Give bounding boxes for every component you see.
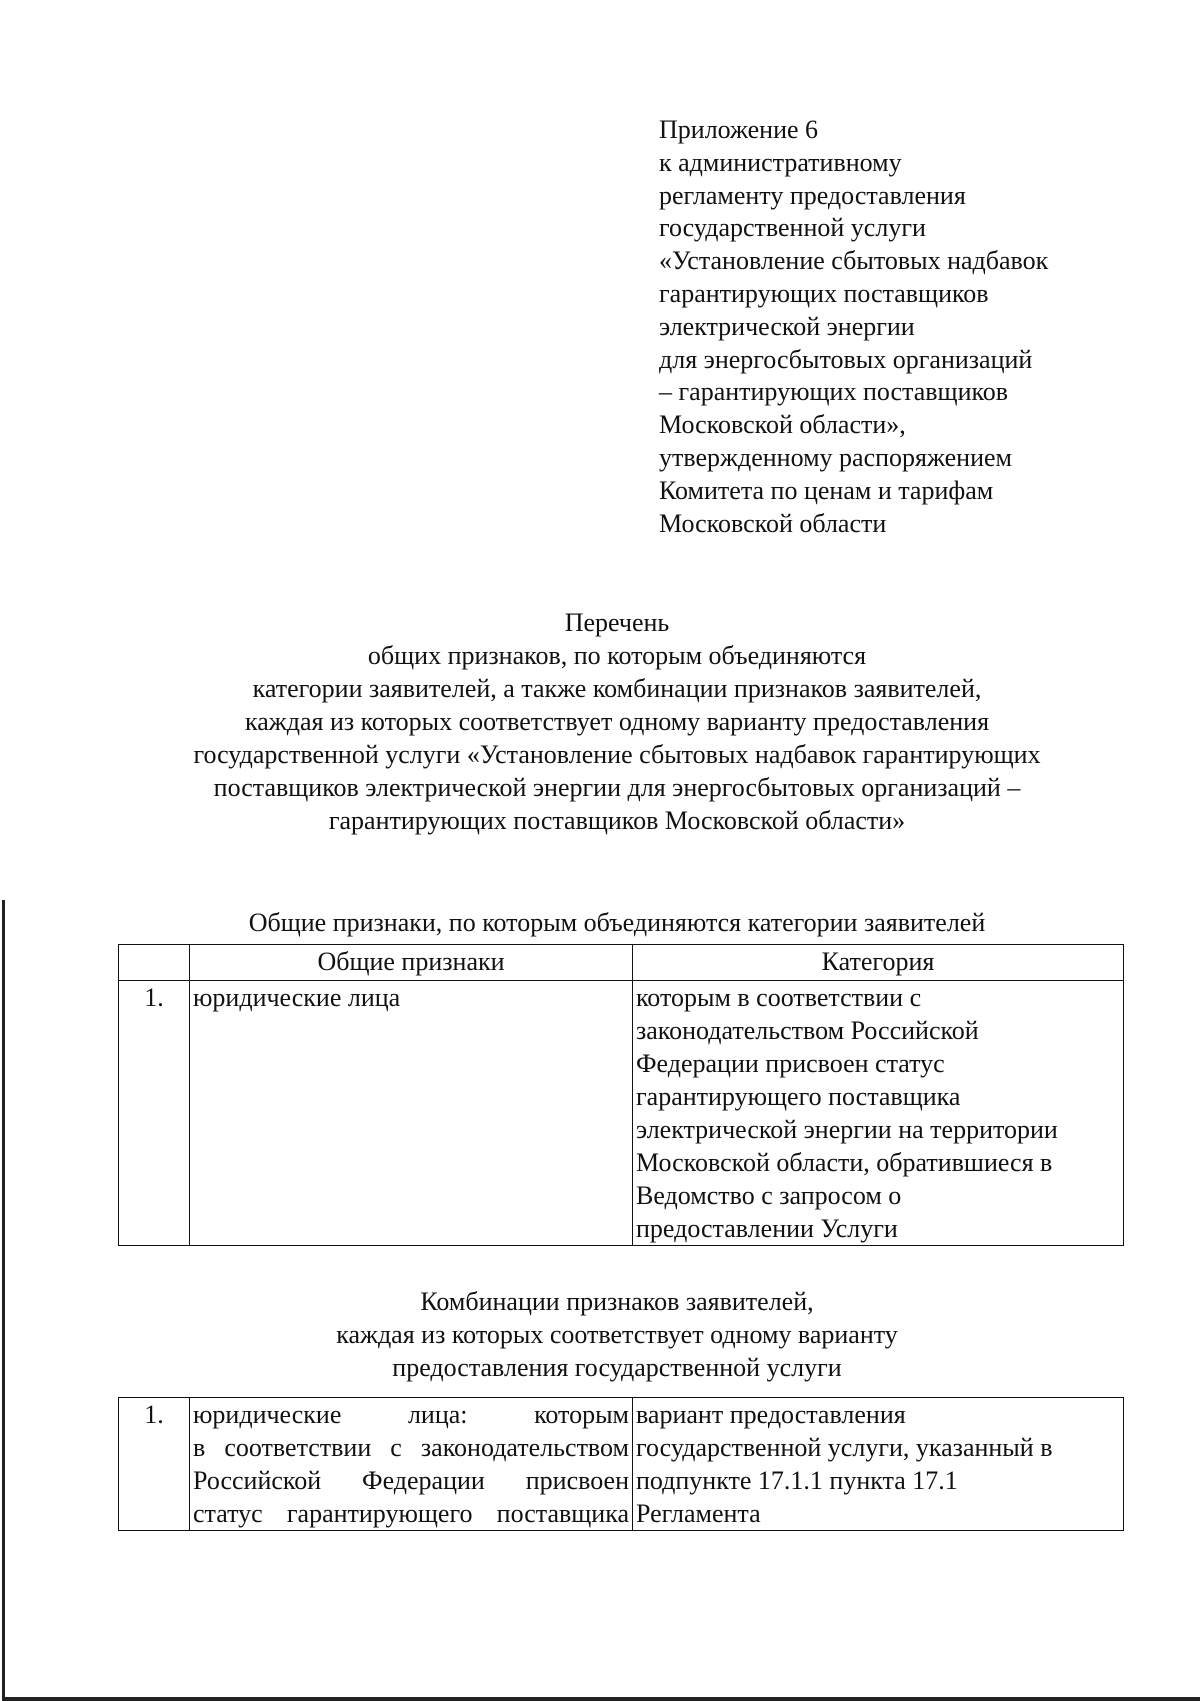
category-line: электрической энергии на территории (636, 1115, 1058, 1144)
appendix-line: Приложение 6 (659, 115, 819, 144)
row-category (633, 981, 1124, 1246)
category-line: гарантирующего поставщика (636, 1082, 961, 1111)
variant-line: Регламента (636, 1499, 761, 1528)
appendix-line: к административному (659, 147, 902, 177)
title-line: Перечень (564, 608, 670, 637)
table-row (119, 981, 1124, 1246)
category-line: Федерации присвоен статус (636, 1049, 945, 1078)
title-line: категории заявителей, а также комбинации признаков заявителей, (252, 674, 982, 703)
variant-line: вариант предоставления (636, 1400, 906, 1429)
general-table-caption: Общие признаки, по которым объединяются категории заявителей (248, 908, 986, 937)
appendix-line: Комитета по ценам и тарифам (659, 475, 994, 505)
combinations-title-line: каждая из которых соответствует одному варианту (336, 1320, 898, 1349)
title-line: государственной услуги «Установление сбытовых надбавок гарантирующих (193, 740, 1041, 769)
row-general-sign: юридические лица (190, 981, 633, 1246)
variant-line: подпункте 17.1.1 пункта 17.1 (636, 1466, 958, 1495)
combinations-title-line: предоставления государственной услуги (392, 1353, 842, 1382)
title-line: каждая из которых соответствует одному варианту предоставления (244, 707, 990, 736)
category-line: которым в соответствии с (636, 983, 922, 1012)
appendix-line: электрической энергии (659, 311, 915, 341)
appendix-line: гарантирующих поставщиков (659, 278, 989, 308)
appendix-line: – гарантирующих поставщиков (659, 377, 1009, 407)
combination-sign-line: Российской Федерации присвоен (193, 1466, 629, 1495)
appendix-line: государственной услуги (659, 213, 926, 243)
row-variant (633, 1398, 1124, 1531)
category-line: Московской области, обратившиеся в (636, 1148, 1053, 1177)
row-number: 1. (119, 981, 190, 1246)
variant-line: государственной услуги, указанный в (636, 1433, 1053, 1462)
combination-sign-line: статус гарантирующего поставщика (193, 1499, 629, 1528)
combination-sign-line: юридические лица: которым (193, 1400, 629, 1429)
appendix-line: «Установление сбытовых надбавок (659, 246, 1049, 276)
header-general-signs: Общие признаки (190, 945, 633, 981)
combinations-title (0, 1285, 1200, 1384)
category-line: Ведомство с запросом о (636, 1181, 902, 1210)
category-line: законодательством Российской (636, 1016, 979, 1045)
combination-sign-line: в соответствии с законодательством (193, 1433, 629, 1462)
appendix-line: для энергосбытовых организаций (659, 344, 1033, 374)
table-row (119, 1398, 1124, 1531)
appendix-line: Московской области (659, 508, 887, 538)
title-line: общих признаков, по которым объединяются (367, 641, 867, 670)
appendix-line: утвержденному распоряжением (659, 442, 1012, 472)
combinations-title-line: Комбинации признаков заявителей, (420, 1287, 814, 1316)
general-signs-table (118, 944, 1124, 1246)
row-combination-signs (190, 1398, 633, 1531)
document-title (0, 606, 1200, 837)
appendix-line: регламенту предоставления (659, 180, 966, 210)
appendix-header (659, 114, 1048, 540)
category-line: предоставлении Услуги (636, 1214, 898, 1243)
header-category: Категория (633, 945, 1124, 981)
combinations-table (118, 1397, 1124, 1531)
row-number: 1. (119, 1398, 190, 1531)
table-header-row (119, 945, 1124, 981)
title-line: гарантирующих поставщиков Московской области» (328, 806, 906, 835)
header-number (119, 945, 190, 981)
scan-edge-bottom (2, 1697, 1200, 1701)
title-line: поставщиков электрической энергии для энергосбытовых организаций – (213, 773, 1021, 802)
appendix-line: Московской области», (659, 410, 906, 440)
